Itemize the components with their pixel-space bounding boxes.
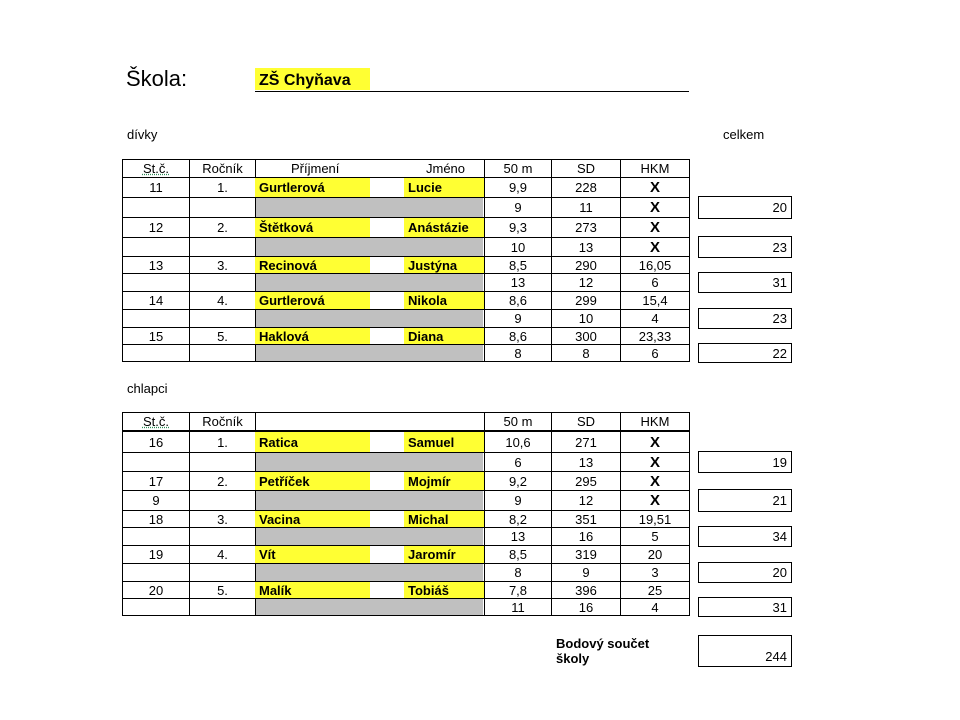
cell-stc-points: 9 [122,490,190,511]
points-50m: 8 [484,563,552,582]
student-surname: Malík [255,582,370,598]
gray-fill [256,274,483,291]
cell-hkm: 16,05 [620,256,690,274]
cell-hkm: 20 [620,545,690,564]
student-surname: Gurtlerová [255,178,370,197]
points-sd: 13 [551,452,621,472]
student-firstname: Nikola [404,292,484,309]
cell-50m: 9,2 [484,471,552,491]
cell-sd: 299 [551,291,621,310]
student-surname: Petříček [255,472,370,490]
student-surname: Gurtlerová [255,292,370,309]
cell-sd: 300 [551,327,621,345]
cell-hkm: 25 [620,581,690,599]
cell-hkm: X [620,217,690,238]
cell-stc-points [122,344,190,362]
points-hkm: 4 [620,598,690,616]
total-points: 23 [698,236,792,258]
header-rocnik: Ročník [189,159,256,178]
student-firstname: Mojmír [404,472,484,490]
school-sum-value: 244 [698,635,792,667]
total-points: 20 [698,196,792,219]
points-50m: 11 [484,598,552,616]
cell-sd: 290 [551,256,621,274]
header-sd: SD [551,412,621,431]
cell-stc: 18 [122,510,190,528]
cell-50m: 8,5 [484,545,552,564]
total-points: 31 [698,272,792,293]
cell-stc: 16 [122,431,190,453]
header-prijmeni: Příjmení [291,161,340,176]
points-sd: 16 [551,527,621,546]
cell-rocnik: 4. [189,545,256,564]
cell-sd: 319 [551,545,621,564]
points-hkm: 4 [620,309,690,328]
gray-fill [256,345,483,361]
cell-hkm: 19,51 [620,510,690,528]
points-50m: 9 [484,309,552,328]
cell-hkm: X [620,431,690,453]
cell-stc: 14 [122,291,190,310]
points-50m: 13 [484,527,552,546]
points-50m: 9 [484,197,552,218]
student-firstname: Lucie [404,178,484,197]
student-surname: Ratica [255,432,370,452]
total-points: 19 [698,451,792,473]
cell-sd: 271 [551,431,621,453]
student-firstname: Samuel [404,432,484,452]
cell-rocnik: 1. [189,431,256,453]
cell-stc: 19 [122,545,190,564]
points-sd: 12 [551,273,621,292]
cell-stc-points [122,309,190,328]
cell-sd: 351 [551,510,621,528]
points-hkm: X [620,197,690,218]
cell-stc: 15 [122,327,190,345]
header-stc: St.č. [122,412,190,431]
header-name-cell [255,159,485,178]
cell-rocnik: 5. [189,581,256,599]
cell-rocnik: 3. [189,510,256,528]
cell-rocnik: 3. [189,256,256,274]
total-points: 20 [698,562,792,583]
cell-stc: 17 [122,471,190,491]
total-points: 22 [698,343,792,363]
cell-rocnik-points [189,309,256,328]
school-name: ZŠ Chyňava [255,68,370,90]
cell-50m: 8,2 [484,510,552,528]
cell-sd: 228 [551,177,621,198]
gray-fill [256,599,483,615]
total-points: 34 [698,526,792,547]
cell-rocnik-points [189,527,256,546]
cell-rocnik-points [189,344,256,362]
points-sd: 16 [551,598,621,616]
cell-rocnik: 2. [189,471,256,491]
total-points: 23 [698,308,792,329]
student-firstname: Tobiáš [404,582,484,598]
points-sd: 10 [551,309,621,328]
gray-fill [256,491,483,510]
cell-stc-points [122,527,190,546]
cell-stc-points [122,197,190,218]
points-sd: 8 [551,344,621,362]
student-firstname: Justýna [404,257,484,273]
cell-stc-points [122,598,190,616]
points-hkm: 6 [620,273,690,292]
points-sd: 11 [551,197,621,218]
cell-50m: 10,6 [484,431,552,453]
cell-50m: 9,3 [484,217,552,238]
gray-fill [256,198,483,217]
cell-rocnik-points [189,452,256,472]
gray-fill [256,453,483,471]
header-50m: 50 m [484,159,552,178]
header-name-cell [255,412,485,431]
cell-rocnik-points [189,563,256,582]
cell-stc: 11 [122,177,190,198]
gray-fill [256,310,483,327]
points-50m: 10 [484,237,552,257]
cell-sd: 273 [551,217,621,238]
total-header: celkem [723,127,765,142]
header-50m: 50 m [484,412,552,431]
cell-50m: 8,5 [484,256,552,274]
header-hkm: HKM [620,412,690,431]
cell-rocnik: 2. [189,217,256,238]
points-hkm: X [620,237,690,257]
cell-hkm: 23,33 [620,327,690,345]
cell-sd: 396 [551,581,621,599]
points-sd: 9 [551,563,621,582]
points-50m: 9 [484,490,552,511]
cell-50m: 7,8 [484,581,552,599]
student-firstname: Diana [404,328,484,344]
points-hkm: 6 [620,344,690,362]
points-sd: 12 [551,490,621,511]
cell-stc: 13 [122,256,190,274]
cell-rocnik: 1. [189,177,256,198]
header-rocnik: Ročník [189,412,256,431]
header-stc: St.č. [122,159,190,178]
points-50m: 6 [484,452,552,472]
student-surname: Recinová [255,257,370,273]
total-points: 31 [698,597,792,617]
cell-stc-points [122,237,190,257]
cell-rocnik-points [189,598,256,616]
cell-sd: 295 [551,471,621,491]
points-hkm: 5 [620,527,690,546]
cell-stc-points [122,273,190,292]
header-hkm: HKM [620,159,690,178]
header-sd: SD [551,159,621,178]
cell-stc: 20 [122,581,190,599]
cell-rocnik-points [189,273,256,292]
points-sd: 13 [551,237,621,257]
school-underline [255,91,689,92]
cell-rocnik: 5. [189,327,256,345]
gray-fill [256,238,483,256]
gray-fill [256,564,483,581]
gray-fill [256,528,483,545]
cell-50m: 9,9 [484,177,552,198]
school-label: Škola: [126,66,188,91]
student-surname: Vacina [255,511,370,527]
cell-hkm: X [620,177,690,198]
cell-rocnik-points [189,237,256,257]
points-hkm: X [620,490,690,511]
points-50m: 8 [484,344,552,362]
student-firstname: Michal [404,511,484,527]
header-jmeno: Jméno [426,161,466,176]
cell-50m: 8,6 [484,291,552,310]
points-hkm: 3 [620,563,690,582]
cell-stc-points [122,452,190,472]
student-surname: Haklová [255,328,370,344]
cell-rocnik: 4. [189,291,256,310]
cell-rocnik-points [189,490,256,511]
student-firstname: Jaromír [404,546,484,563]
cell-hkm: X [620,471,690,491]
cell-hkm: 15,4 [620,291,690,310]
points-50m: 13 [484,273,552,292]
school-sum-label: Bodový součet školy [556,636,650,666]
points-hkm: X [620,452,690,472]
cell-rocnik-points [189,197,256,218]
section-girls-label: dívky [127,127,158,142]
cell-stc: 12 [122,217,190,238]
student-surname: Štětková [255,218,370,237]
total-points: 21 [698,489,792,512]
section-boys-label: chlapci [127,381,168,396]
student-surname: Vít [255,546,370,563]
cell-50m: 8,6 [484,327,552,345]
cell-stc-points [122,563,190,582]
student-firstname: Anástázie [404,218,484,237]
